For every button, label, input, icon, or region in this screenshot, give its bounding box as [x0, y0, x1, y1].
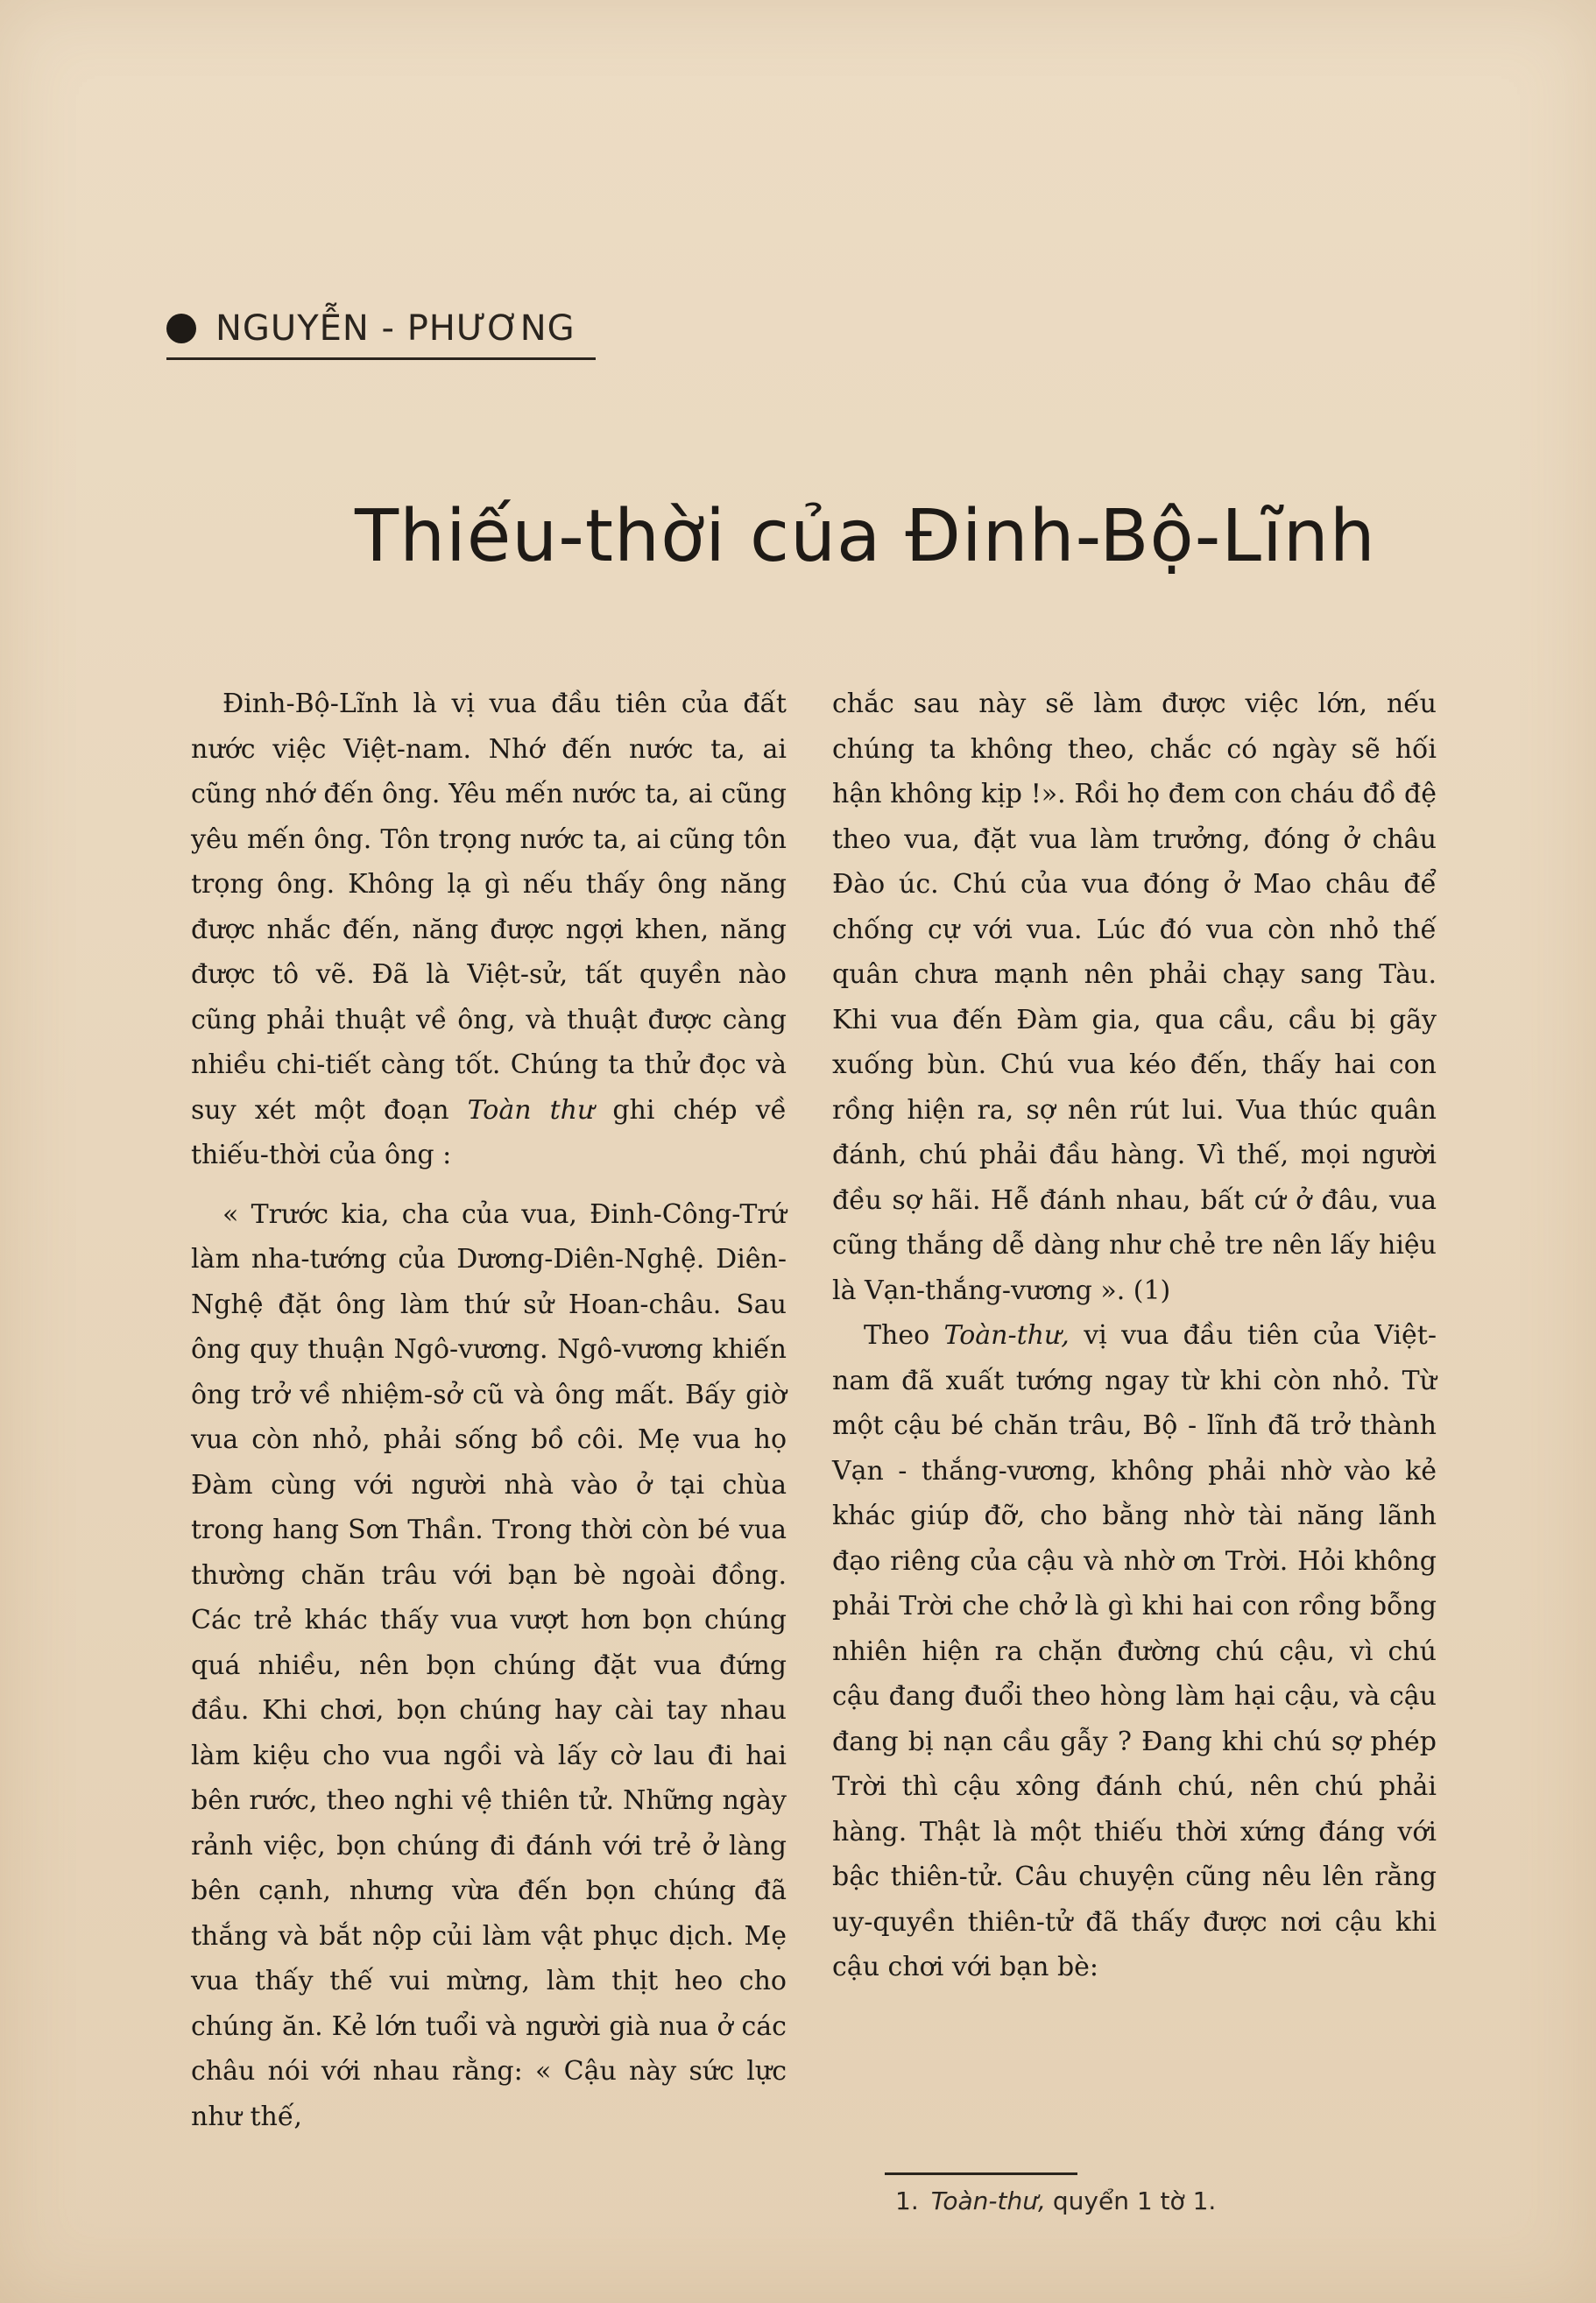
article-title: Thiếu-thời của Đinh-Bộ-Lĩnh: [355, 495, 1376, 578]
work-title: Toàn thư: [467, 1094, 595, 1126]
work-title: Toàn-thư,: [943, 1320, 1070, 1351]
quote-continuation: chắc sau này sẽ làm được việc lớn, nếu chúng ta không theo, chắc có ngày sẽ hối hận không kịp !». Rồi họ đem con cháu đồ đệ theo vua, đặt vua làm trưởng, đóng ở châu Đào úc. Chú của vua đóng ở Mao châu để chống cự với vua. Lúc đó vua còn nhỏ thế quân chưa mạnh nên phải chạy sang Tàu. Khi vua đến Đàm gia, qua cầu, cầu bị gãy xuống bùn. Chú vua kéo đến, thấy hai con rồng hiện ra, sợ nên rút lui. Vua thúc quân đánh, chú phải đầu hàng. Vì thế, mọi người đều sợ hãi. Hễ đánh nhau, bất cứ ở đâu, vua cũng thắng dễ dàng như chẻ tre nên lấy hiệu là Vạn-thắng-vương ». (1): [832, 689, 1437, 1306]
footnote: [895, 2186, 1438, 2215]
footnote-number: 1.: [895, 2186, 919, 2215]
footnote-divider: [885, 2172, 1077, 2175]
analysis-paragraph: Theo Toàn-thư, vị vua đầu tiên của Việt-nam đã xuất tướng ngay từ khi còn nhỏ. Từ một cậu bé chăn trâu, Bộ - lĩnh đã trở thành Vạn - thắng-vương, không phải nhờ vào kẻ khác giúp đỡ, cho bằng nhờ tài năng lãnh đạo riêng của cậu và nhờ ơn Trời. Hỏi không phải Trời che chở là gì khi hai con rồng bỗng nhiên hiện ra chặn đường chú cậu, vì chú cậu đang đuổi theo hòng làm hại cậu, và cậu đang bị nạn cầu gẫy ? Đang khi chú sợ phép Trời thì cậu xông đánh chú, nên chú phải hàng. Thật là một thiếu thời xứng đáng với bậc thiên-tử. Câu chuyện cũng nêu lên rằng uy-quyền thiên-tử đã thấy được nơi cậu khi cậu chơi với bạn bè:: [832, 1320, 1437, 1982]
left-column: [191, 682, 787, 2139]
bullet-dot-icon: [166, 314, 196, 343]
footnote-work: Toàn-thư,: [930, 2186, 1046, 2215]
right-column: [832, 682, 1437, 1990]
author-byline: [166, 308, 596, 360]
author-name: NGUYỄN - PHƯƠNG: [215, 308, 576, 349]
quote-paragraph: « Trước kia, cha của vua, Đinh-Công-Trứ làm nha-tướng của Dương-Diên-Nghệ. Diên-Nghệ đặt ông làm thứ sử Hoan-châu. Sau ông quy thuận Ngô-vương. Ngô-vương khiến ông trở về nhiệm-sở cũ và ông mất. Bấy giờ vua còn nhỏ, phải sống bồ côi. Mẹ vua họ Đàm cùng với người nhà vào ở tại chùa trong hang Sơn Thần. Trong thời còn bé vua thường chăn trâu với bạn bè ngoài đồng. Các trẻ khác thấy vua vượt hơn bọn chúng quá nhiều, nên bọn chúng đặt vua đứng đầu. Khi chơi, bọn chúng hay cài tay nhau làm kiệu cho vua ngồi và lấy cờ lau đi hai bên rước, theo nghi vệ thiên tử. Những ngày rảnh việc, bọn chúng đi đánh với trẻ ở làng bên cạnh, nhưng vừa đến bọn chúng đã thắng và bắt nộp củi làm vật phục dịch. Mẹ vua thấy thế vui mừng, làm thịt heo cho chúng ăn. Kẻ lớn tuổi và người già nua ở các châu nói với nhau rằng: « Cậu này sức lực như thế,: [191, 1198, 787, 2132]
footnote-text: quyển 1 tờ 1.: [1052, 2186, 1217, 2215]
intro-paragraph: Đinh-Bộ-Lĩnh là vị vua đầu tiên của đất nước việc Việt-nam. Nhớ đến nước ta, ai cũng nhớ đến ông. Yêu mến nước ta, ai cũng yêu mến ông. Tôn trọng nước ta, ai cũng tôn trọng ông. Không lạ gì nếu thấy ông năng được nhắc đến, năng được ngợi khen, năng được tô vẽ. Đã là Việt-sử, tất quyền nào cũng phải thuật về ông, và thuật được càng nhiều chi-tiết càng tốt. Chúng ta thử đọc và suy xét một đoạn Toàn thư ghi chép về thiếu-thời của ông :: [191, 689, 787, 1170]
